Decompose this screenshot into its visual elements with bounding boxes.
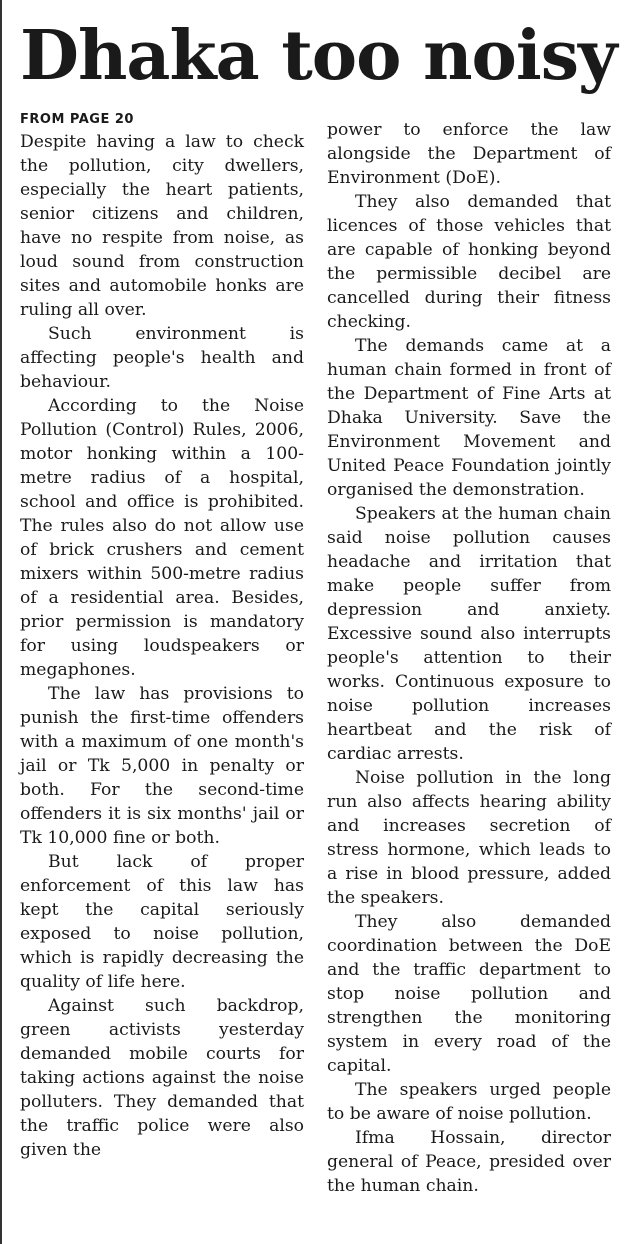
headline: Dhaka too noisy	[20, 16, 617, 96]
paragraph: Noise pollution in the long run also affects hearing ability and increases secretion of stress hormone, which leads to a rise in blood pressure, added the speakers.	[327, 768, 611, 908]
paragraph: They also demanded coordination between the DoE and the traffic department to stop noise pollution and strengthen the monitoring system in every road of the capital.	[327, 912, 611, 1076]
article-column-left	[20, 112, 304, 1162]
paragraph: Despite having a law to check the pollution, city dwellers, especially the heart patients, senior citizens and children, have no respite from noise, as loud sound from construction sites and automobile honks are ruling all over.	[20, 132, 304, 320]
paragraph: They also demanded that licences of those vehicles that are capable of honking beyond the permissible decibel are cancelled during their fitness checking.	[327, 192, 611, 332]
paragraph: Against such backdrop, green activists yesterday demanded mobile courts for taking actions against the noise polluters. They demanded that the traffic police were also given the	[20, 996, 304, 1160]
paragraph: The demands came at a human chain formed in front of the Department of Fine Arts at Dhaka University. Save the Environment Movement and United Peace Foundation jointly organised the demonstration.	[327, 336, 611, 500]
paragraph: Ifma Hossain, director general of Peace, presided over the human chain.	[327, 1128, 611, 1196]
paragraph: The law has provisions to punish the first-time offenders with a maximum of one month's jail or Tk 5,000 in penalty or both. For the second-time offenders it is six months' jail or Tk 10,000 fine or both.	[20, 684, 304, 848]
paragraph: Speakers at the human chain said noise pollution causes headache and irritation that make people suffer from depression and anxiety. Excessive sound also interrupts people's attention to their works. Continuous exposure to noise pollution increases heartbeat and the risk of cardiac arrests.	[327, 504, 611, 764]
paragraph: According to the Noise Pollution (Control) Rules, 2006, motor honking within a 100-metre radius of a hospital, school and office is prohibited. The rules also do not allow use of brick crushers and cement mixers within 500-metre radius of a residential area. Besides, prior permission is mandatory for using loudspeakers or megaphones.	[20, 396, 304, 680]
paragraph: But lack of proper enforcement of this law has kept the capital seriously exposed to noise pollution, which is rapidly decreasing the quality of life here.	[20, 852, 304, 992]
paragraph: The speakers urged people to be aware of noise pollution.	[327, 1080, 611, 1124]
continued-from-label: FROM PAGE 20	[20, 112, 134, 127]
paragraph: power to enforce the law alongside the Department of Environment (DoE).	[327, 120, 611, 188]
article-column-right	[327, 118, 611, 1198]
paragraph: Such environment is affecting people's health and behaviour.	[20, 324, 304, 392]
